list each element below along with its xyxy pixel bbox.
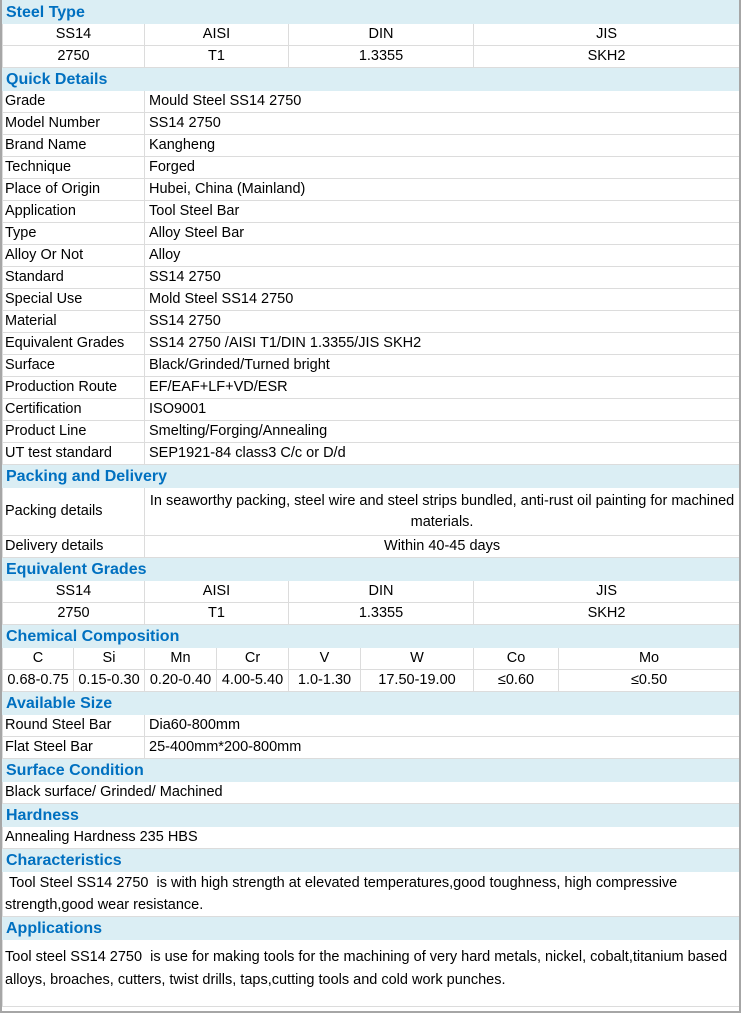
steel-type-value-row — [3, 46, 740, 68]
chemical-value-cell: ≤0.60 — [474, 670, 559, 692]
cell: JIS — [474, 24, 740, 46]
chemical-value-cell: 4.00-5.40 — [217, 670, 289, 692]
chemical-value-cell: 17.50-19.00 — [361, 670, 474, 692]
detail-label: Surface — [3, 355, 145, 377]
section-packing: Packing and Delivery — [3, 465, 740, 488]
detail-label: Place of Origin — [3, 179, 145, 201]
chemical-value-cell: ≤0.50 — [559, 670, 740, 692]
detail-label: Certification — [3, 399, 145, 421]
quick-details-row — [3, 223, 740, 245]
cell: DIN — [289, 24, 474, 46]
quick-details-row — [3, 179, 740, 201]
cell: SS14 — [3, 581, 145, 603]
detail-label: Brand Name — [3, 135, 145, 157]
chemical-value-row — [3, 670, 740, 692]
detail-label: Material — [3, 311, 145, 333]
chemical-header-cell: Co — [474, 648, 559, 670]
detail-value: Smelting/Forging/Annealing — [145, 421, 740, 443]
cell: T1 — [145, 603, 289, 625]
delivery-row — [3, 536, 740, 558]
chemical-header-cell: Mo — [559, 648, 740, 670]
detail-value: Alloy — [145, 245, 740, 267]
chemical-header-cell: C — [3, 648, 74, 670]
cell: SKH2 — [474, 46, 740, 68]
quick-details-row — [3, 399, 740, 421]
size-value: 25-400mm*200-800mm — [145, 737, 740, 759]
quick-details-row — [3, 355, 740, 377]
detail-label: UT test standard — [3, 443, 145, 465]
section-applications: Applications — [3, 917, 740, 940]
quick-details-row — [3, 311, 740, 333]
detail-value: Hubei, China (Mainland) — [145, 179, 740, 201]
detail-value: Mould Steel SS14 2750 — [145, 91, 740, 113]
steel-type-header-row — [3, 24, 740, 46]
detail-label: Equivalent Grades — [3, 333, 145, 355]
cell: DIN — [289, 581, 474, 603]
cell: SS14 — [3, 24, 145, 46]
section-quick-details: Quick Details — [3, 68, 740, 91]
chemical-value-cell: 1.0-1.30 — [289, 670, 361, 692]
detail-value: Black/Grinded/Turned bright — [145, 355, 740, 377]
size-row — [3, 715, 740, 737]
detail-label: Technique — [3, 157, 145, 179]
section-chemical-composition: Chemical Composition — [3, 625, 740, 648]
detail-value: Kangheng — [145, 135, 740, 157]
detail-label: Production Route — [3, 377, 145, 399]
quick-details-row — [3, 443, 740, 465]
hardness-text: Annealing Hardness 235 HBS — [3, 827, 740, 849]
characteristics-text: Tool Steel SS14 2750 is with high strength at elevated temperatures,good toughness, high compressive strength,good wear resistance. — [3, 872, 740, 917]
detail-value: Mold Steel SS14 2750 — [145, 289, 740, 311]
spec-table — [2, 0, 740, 1007]
detail-label: Model Number — [3, 113, 145, 135]
cell: AISI — [145, 24, 289, 46]
cell: SKH2 — [474, 603, 740, 625]
quick-details-row — [3, 267, 740, 289]
quick-details-row — [3, 91, 740, 113]
detail-label: Special Use — [3, 289, 145, 311]
quick-details-row — [3, 245, 740, 267]
packing-row — [3, 488, 740, 536]
detail-value: SEP1921-84 class3 C/c or D/d — [145, 443, 740, 465]
quick-details-row — [3, 201, 740, 223]
detail-value: Forged — [145, 157, 740, 179]
chemical-header-cell: Si — [74, 648, 145, 670]
applications-text: Tool steel SS14 2750 is use for making tools for the machining of very hard metals, nickel, cobalt,titanium based alloys, broaches, cutters, twist drills, taps,cutting tools and cold work punches. — [3, 940, 740, 1007]
delivery-label: Delivery details — [3, 536, 145, 558]
detail-label: Alloy Or Not — [3, 245, 145, 267]
equivalent-header-row — [3, 581, 740, 603]
packing-value: In seaworthy packing, steel wire and steel strips bundled, anti-rust oil painting for machined materials. — [145, 488, 740, 536]
quick-details-row — [3, 289, 740, 311]
cell: 2750 — [3, 46, 145, 68]
equivalent-value-row — [3, 603, 740, 625]
quick-details-row — [3, 333, 740, 355]
section-available-size: Available Size — [3, 692, 740, 715]
size-label: Flat Steel Bar — [3, 737, 145, 759]
detail-label: Type — [3, 223, 145, 245]
quick-details-row — [3, 377, 740, 399]
chemical-header-cell: V — [289, 648, 361, 670]
quick-details-row — [3, 157, 740, 179]
quick-details-row — [3, 135, 740, 157]
size-value: Dia60-800mm — [145, 715, 740, 737]
section-equivalent-grades: Equivalent Grades — [3, 558, 740, 581]
detail-value: Tool Steel Bar — [145, 201, 740, 223]
chemical-value-cell: 0.20-0.40 — [145, 670, 217, 692]
section-characteristics: Characteristics — [3, 849, 740, 872]
chemical-header-cell: Mn — [145, 648, 217, 670]
cell: 1.3355 — [289, 603, 474, 625]
chemical-value-cell: 0.15-0.30 — [74, 670, 145, 692]
chemical-header-row — [3, 648, 740, 670]
cell: T1 — [145, 46, 289, 68]
section-surface-condition: Surface Condition — [3, 759, 740, 782]
cell: AISI — [145, 581, 289, 603]
quick-details-row — [3, 421, 740, 443]
detail-value: SS14 2750 — [145, 311, 740, 333]
detail-value: EF/EAF+LF+VD/ESR — [145, 377, 740, 399]
packing-label: Packing details — [3, 488, 145, 536]
quick-details-row — [3, 113, 740, 135]
cell: 2750 — [3, 603, 145, 625]
detail-label: Grade — [3, 91, 145, 113]
chemical-value-cell: 0.68-0.75 — [3, 670, 74, 692]
size-label: Round Steel Bar — [3, 715, 145, 737]
detail-value: SS14 2750 — [145, 113, 740, 135]
size-row — [3, 737, 740, 759]
detail-value: SS14 2750 /AISI T1/DIN 1.3355/JIS SKH2 — [145, 333, 740, 355]
cell: 1.3355 — [289, 46, 474, 68]
section-steel-type: Steel Type — [3, 1, 740, 24]
detail-value: SS14 2750 — [145, 267, 740, 289]
detail-label: Product Line — [3, 421, 145, 443]
detail-value: Alloy Steel Bar — [145, 223, 740, 245]
detail-label: Standard — [3, 267, 145, 289]
chemical-header-cell: W — [361, 648, 474, 670]
detail-label: Application — [3, 201, 145, 223]
chemical-header-cell: Cr — [217, 648, 289, 670]
delivery-value: Within 40-45 days — [145, 536, 740, 558]
detail-value: ISO9001 — [145, 399, 740, 421]
section-hardness: Hardness — [3, 804, 740, 827]
cell: JIS — [474, 581, 740, 603]
surface-text: Black surface/ Grinded/ Machined — [3, 782, 740, 804]
